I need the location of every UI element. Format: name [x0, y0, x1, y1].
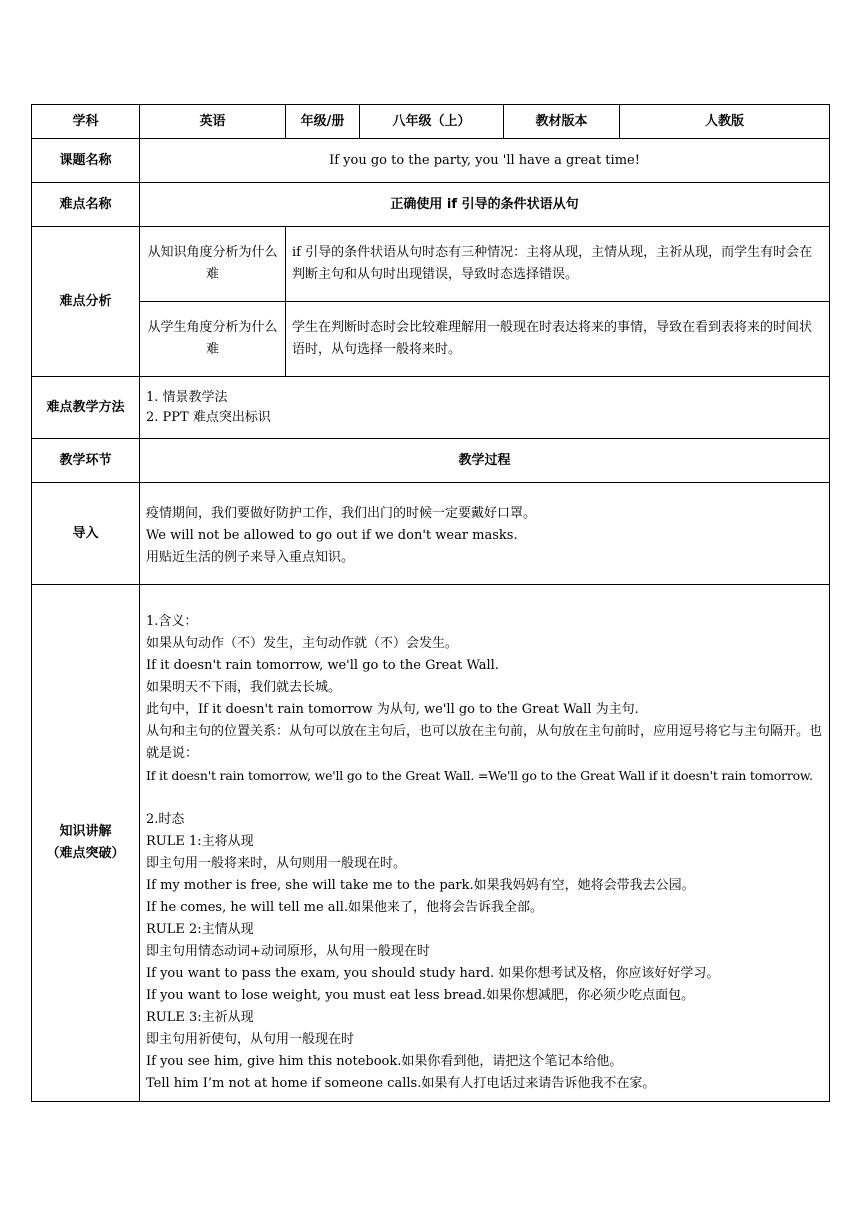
- knowledge-content: [140, 585, 830, 1102]
- method-label: 难点教学方法: [32, 377, 140, 439]
- knowledge-line: 即主句用祈使句，从句用一般现在时: [146, 1032, 355, 1047]
- student-angle-label: 从学生角度分析为什么难: [140, 302, 286, 377]
- knowledge-line: If he comes, he will tell me all.如果他来了，他将会告诉我全部。: [146, 900, 543, 915]
- knowledge-line: If it doesn't rain tomorrow, we'll go to the Great Wall. =We'll go to the Great Wall if it doesn't rain tomorrow.: [146, 768, 813, 783]
- knowledge-line: 如果从句动作（不）发生，主句动作就（不）会发生。: [146, 636, 459, 651]
- knowledge-angle-label: 从知识角度分析为什么难: [140, 227, 286, 302]
- process-header-row: [32, 439, 830, 483]
- knowledge-line: 此句中，If it doesn't rain tomorrow 为从句, we'll go to the Great Wall 为主句.: [146, 702, 639, 717]
- knowledge-line: RULE 1:主将从现: [146, 834, 254, 849]
- knowledge-line: If you see him, give him this notebook.如果你看到他，请把这个笔记本给他。: [146, 1054, 623, 1069]
- intro-line: 疫情期间，我们要做好防护工作，我们出门的时候一定要戴好口罩。: [146, 506, 537, 521]
- intro-line: We will not be allowed to go out if we don't wear masks.: [146, 528, 518, 543]
- intro-content: [140, 483, 830, 585]
- difficulty-value: 正确使用 if 引导的条件状语从句: [140, 183, 830, 227]
- knowledge-line: RULE 3:主祈从现: [146, 1010, 254, 1025]
- lesson-plan-table: [31, 104, 830, 1102]
- analysis-label: 难点分析: [32, 227, 140, 377]
- topic-label: 课题名称: [32, 139, 140, 183]
- method-line: 2. PPT 难点突出标识: [146, 409, 271, 425]
- method-content: [140, 377, 830, 439]
- knowledge-label-line1: 知识讲解: [59, 824, 112, 839]
- header-row: [32, 105, 830, 139]
- knowledge-line: 从句和主句的位置关系：从句可以放在主句后，也可以放在主句前，从句放在主句前时，应用逗号将它与主句隔开。也就是说：: [146, 724, 823, 761]
- topic-row: [32, 139, 830, 183]
- grade-label: 年级/册: [286, 105, 360, 139]
- knowledge-angle-text: if 引导的条件状语从句时态有三种情况：主将从现，主情从现，主祈从现，而学生有时会在判断主句和从句时出现错误，导致时态选择错误。: [286, 227, 830, 302]
- knowledge-line: 即主句用一般将来时，从句则用一般现在时。: [146, 856, 407, 871]
- analysis-student-row: [32, 302, 830, 377]
- knowledge-line: 2.时态: [146, 812, 185, 827]
- knowledge-line: 1.含义：: [146, 614, 198, 629]
- edition-label: 教材版本: [504, 105, 620, 139]
- knowledge-line: Tell him I’m not at home if someone calls.如果有人打电话过来请告诉他我不在家。: [146, 1076, 656, 1091]
- edition-value: 人教版: [620, 105, 830, 139]
- difficulty-label: 难点名称: [32, 183, 140, 227]
- subject-value: 英语: [140, 105, 286, 139]
- process-stage-label: 教学环节: [32, 439, 140, 483]
- knowledge-line: 即主句用情态动词+动词原形，从句用一般现在时: [146, 944, 430, 959]
- subject-label: 学科: [32, 105, 140, 139]
- intro-row: [32, 483, 830, 585]
- method-line: 1. 情景教学法: [146, 389, 228, 405]
- analysis-knowledge-row: [32, 227, 830, 302]
- topic-value: If you go to the party, you 'll have a great time!: [140, 139, 830, 183]
- knowledge-label: [32, 585, 140, 1102]
- knowledge-line: RULE 2:主情从现: [146, 922, 254, 937]
- grade-value: 八年级（上）: [360, 105, 504, 139]
- knowledge-line: If you want to pass the exam, you should study hard. 如果你想考试及格，你应该好好学习。: [146, 966, 720, 981]
- knowledge-line: If my mother is free, she will take me to the park.如果我妈妈有空，她将会带我去公园。: [146, 878, 695, 893]
- student-angle-text: 学生在判断时态时会比较难理解用一般现在时表达将来的事情，导致在看到表将来的时间状语时，从句选择一般将来时。: [286, 302, 830, 377]
- knowledge-label-line2: （难点突破）: [46, 846, 125, 861]
- knowledge-line: 如果明天不下雨，我们就去长城。: [146, 680, 342, 695]
- knowledge-line: If it doesn't rain tomorrow, we'll go to the Great Wall.: [146, 658, 499, 673]
- knowledge-row: [32, 585, 830, 1102]
- intro-line: 用贴近生活的例子来导入重点知识。: [146, 550, 355, 565]
- knowledge-line: If you want to lose weight, you must eat less bread.如果你想减肥，你必须少吃点面包。: [146, 988, 695, 1003]
- difficulty-row: [32, 183, 830, 227]
- method-row: [32, 377, 830, 439]
- intro-label: 导入: [32, 483, 140, 585]
- process-header-value: 教学过程: [140, 439, 830, 483]
- knowledge-blank-line: [146, 787, 823, 809]
